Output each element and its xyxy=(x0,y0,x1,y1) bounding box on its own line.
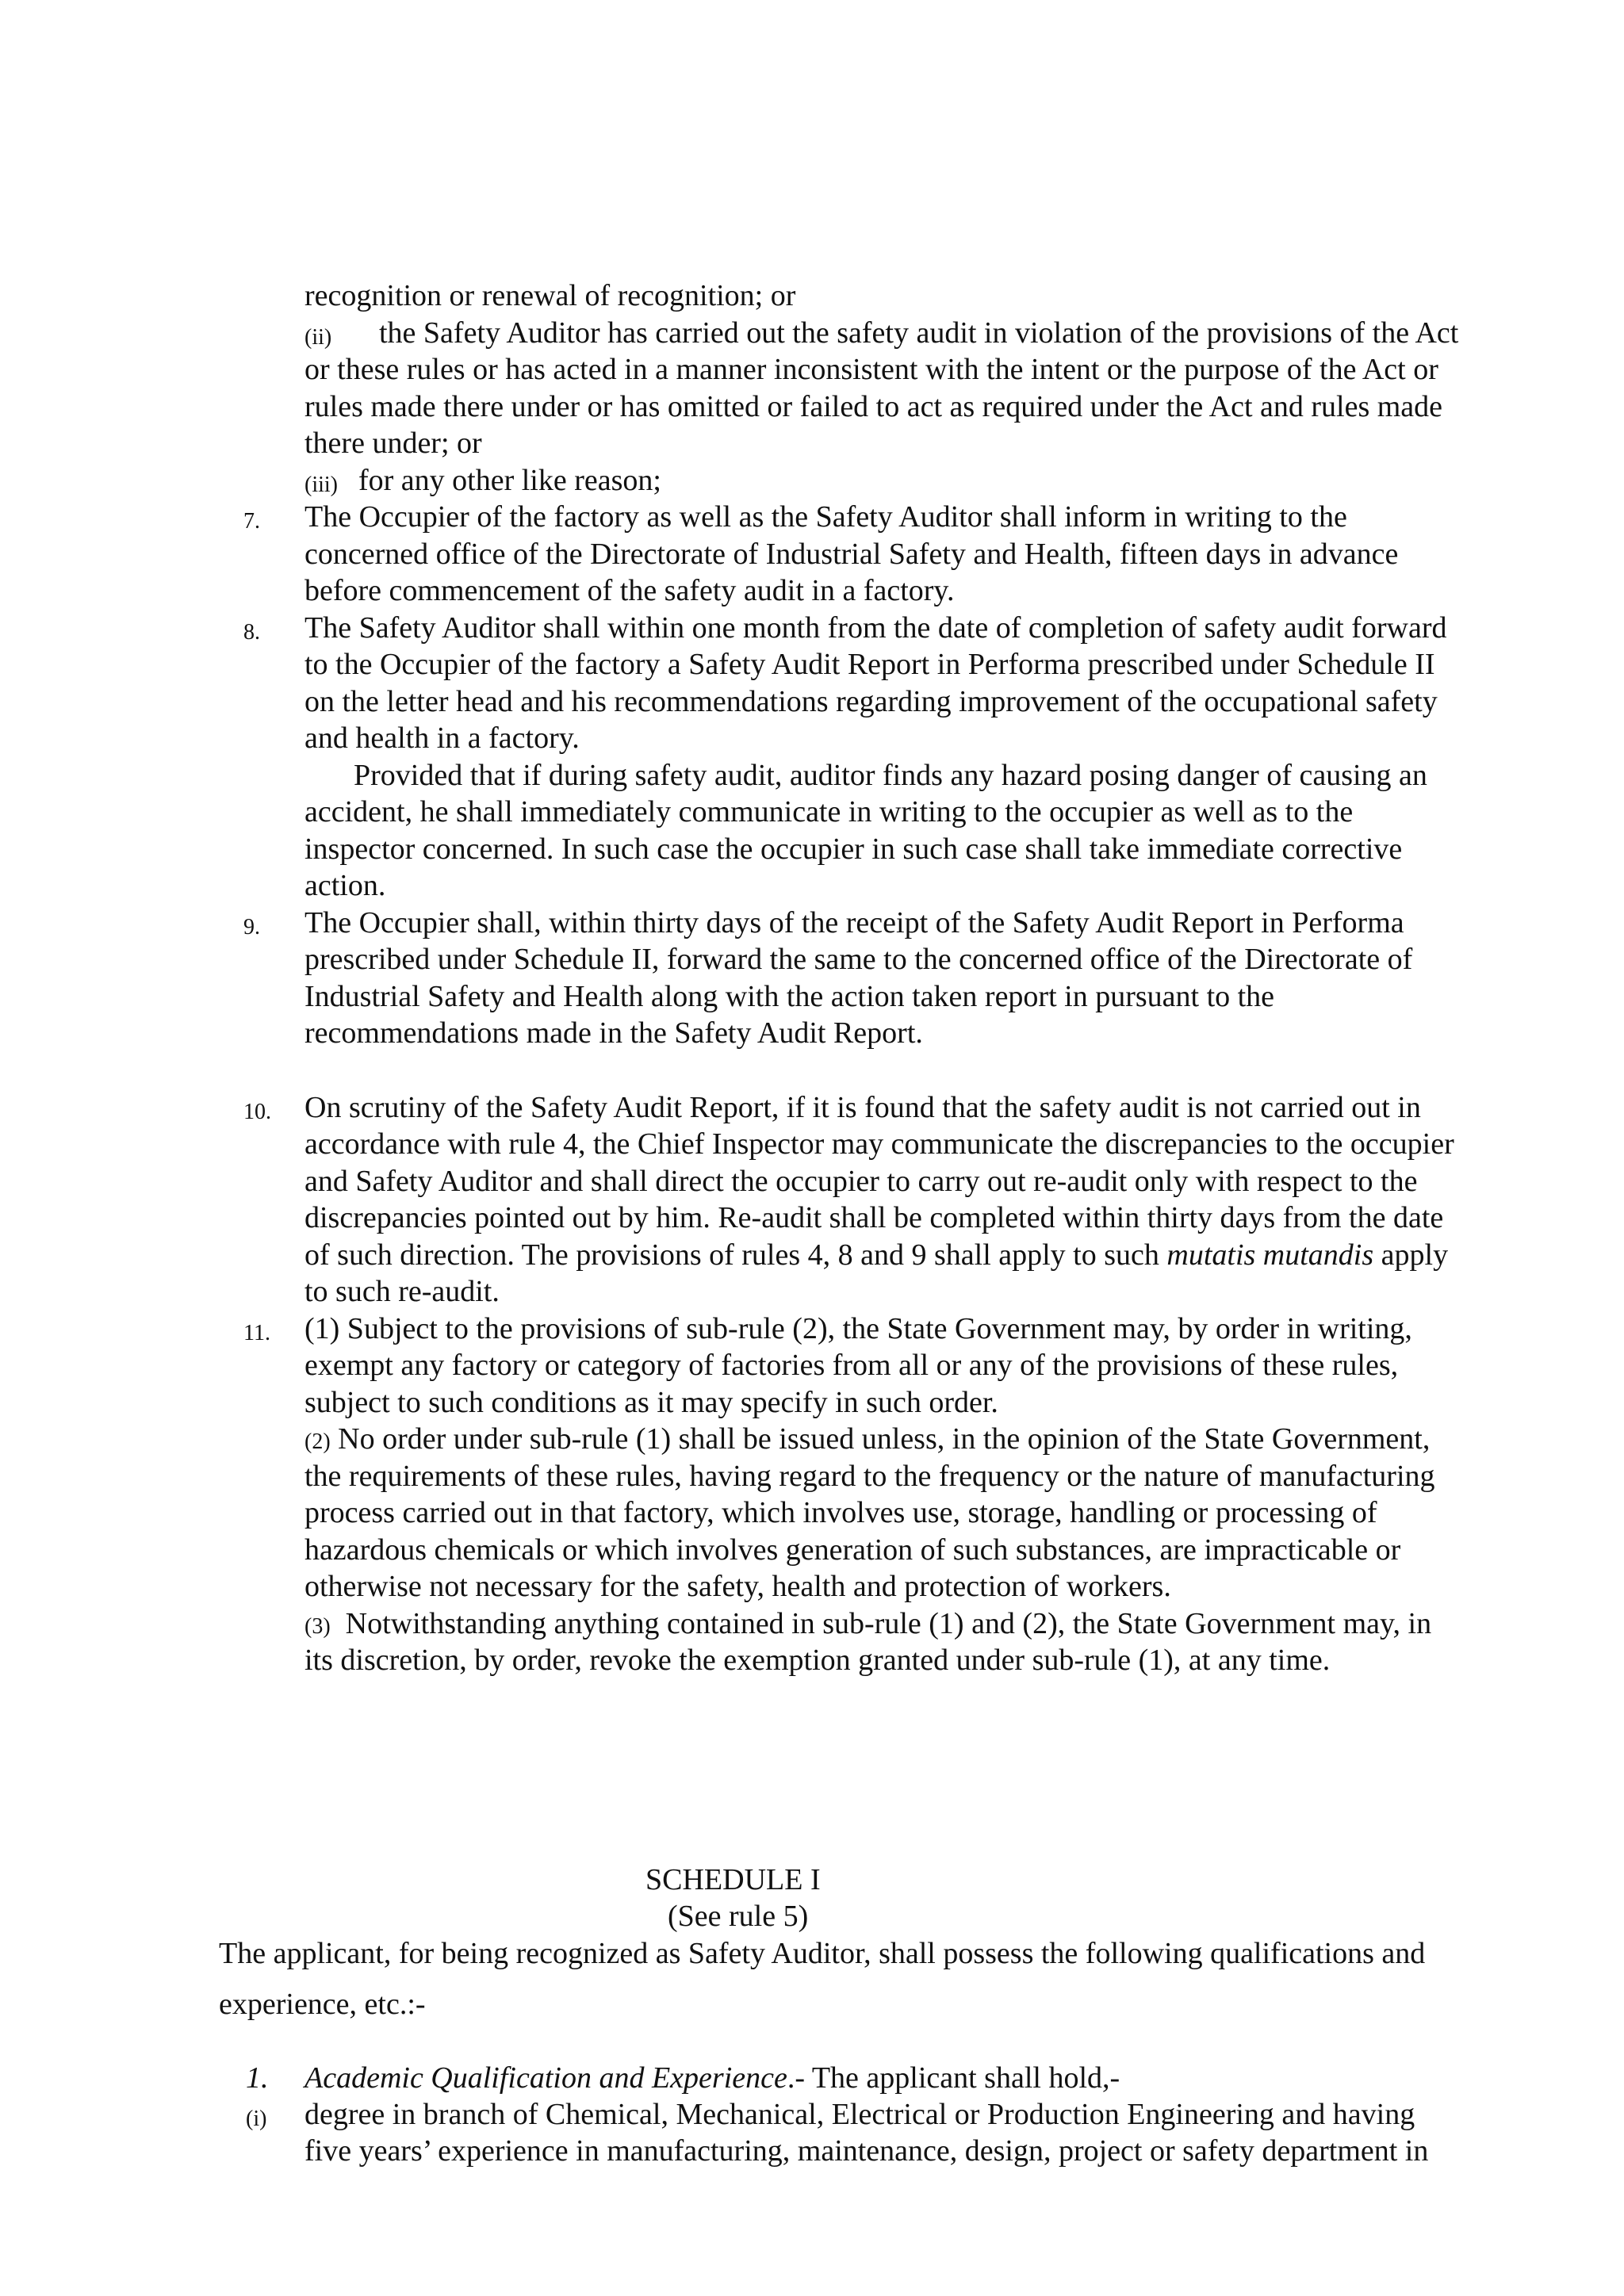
rule-10-line-5-end: apply xyxy=(1373,1238,1449,1272)
rule-9-line-1: The Occupier shall, within thirty days of the receipt of the Safety Audit Report in Performa xyxy=(304,906,1404,939)
rule-8-proviso-line-3: inspector concerned. In such case the occupier in such case shall take immediate corrective xyxy=(304,832,1403,866)
rule-7-line-3: before commencement of the safety audit in a factory. xyxy=(304,574,955,607)
rule-9-number: 9. xyxy=(243,915,260,939)
rule-11-line-1: (1) Subject to the provisions of sub-rule (2), the State Government may, by order in writing, xyxy=(304,1312,1412,1345)
rule-10-line-4: discrepancies pointed out by him. Re-audit shall be completed within thirty days from the date xyxy=(304,1201,1444,1234)
clause-ii-label: (ii) xyxy=(304,325,332,350)
rule-8-line-3: on the letter head and his recommendations regarding improvement of the occupational safety xyxy=(304,685,1438,718)
clause-ii-line-4: there under; or xyxy=(304,427,482,460)
sub-item-i-label: (i) xyxy=(246,2107,267,2131)
item-1-text: .- The applicant shall hold,- xyxy=(787,2061,1120,2095)
subrule-2-text: No order under sub-rule (1) shall be issued unless, in the opinion of the State Government, xyxy=(338,1422,1431,1456)
rule-11-subrule-2-line-4: hazardous chemicals or which involves generation of such substances, are impracticable or xyxy=(304,1533,1401,1567)
rule-7-number: 7. xyxy=(243,509,260,534)
rule-11-line-2: exempt any factory or category of factories from all or any of the provisions of these rules, xyxy=(304,1349,1399,1382)
rule-7-line-1: The Occupier of the factory as well as the Safety Auditor shall inform in writing to the xyxy=(304,500,1347,534)
rule-11-subrule-2-line-1 xyxy=(304,1421,1430,1461)
rule-10-line-1: On scrutiny of the Safety Audit Report, if it is found that the safety audit is not carried out in xyxy=(304,1091,1421,1124)
rule-11-subrule-3-line-1 xyxy=(304,1605,1431,1646)
continuation-line: recognition or renewal of recognition; or xyxy=(304,279,796,312)
rule-11-subrule-2-line-2: the requirements of these rules, having regard to the frequency or the nature of manufacturing xyxy=(304,1460,1435,1493)
rule-8-line-1: The Safety Auditor shall within one month from the date of completion of safety audit forward xyxy=(304,611,1447,645)
subrule-2-label: (2) xyxy=(304,1429,331,1454)
clause-ii-line-2: or these rules or has acted in a manner inconsistent with the intent or the purpose of the Act or xyxy=(304,353,1438,386)
rule-10-line-5-text: of such direction. The provisions of rules 4, 8 and 9 shall apply to such xyxy=(304,1238,1167,1272)
rule-10-line-3: and Safety Auditor and shall direct the occupier to carry out re-audit only with respect to the xyxy=(304,1165,1418,1198)
item-1-number: 1. xyxy=(246,2061,269,2095)
rule-11-subrule-2-line-5: otherwise not necessary for the safety, health and protection of workers. xyxy=(304,1570,1171,1603)
rule-8-line-2: to the Occupier of the factory a Safety Audit Report in Performa prescribed under Schedule II xyxy=(304,648,1435,681)
sub-item-i-line-2: five years’ experience in manufacturing, maintenance, design, project or safety department in xyxy=(304,2134,1429,2168)
clause-iii-text: for any other like reason; xyxy=(358,464,661,497)
rule-11-subrule-2-line-3: process carried out in that factory, which involves use, storage, handling or processing of xyxy=(304,1496,1377,1529)
rule-9-line-2: prescribed under Schedule II, forward the same to the concerned office of the Directorate of xyxy=(304,943,1413,976)
rule-10-line-2: accordance with rule 4, the Chief Inspector may communicate the discrepancies to the occupier xyxy=(304,1127,1454,1161)
schedule-intro-line-2: experience, etc.:- xyxy=(219,1988,426,2021)
rule-9-line-4: recommendations made in the Safety Audit Report. xyxy=(304,1016,923,1050)
schedule-intro-line-1: The applicant, for being recognized as Safety Auditor, shall possess the following qualifications and xyxy=(219,1937,1426,1970)
clause-ii-line-3: rules made there under or has omitted or failed to act as required under the Act and rules made xyxy=(304,390,1443,423)
rule-9-line-3: Industrial Safety and Health along with the action taken report in pursuant to the xyxy=(304,980,1275,1013)
schedule-title: SCHEDULE I xyxy=(645,1863,821,1896)
subrule-3-text: Notwithstanding anything contained in sub-rule (1) and (2), the State Government may, in xyxy=(345,1607,1432,1640)
rule-10-line-5 xyxy=(304,1237,1448,1274)
rule-7-line-2: concerned office of the Directorate of Industrial Safety and Health, fifteen days in advance xyxy=(304,538,1399,571)
rule-10-number: 10. xyxy=(243,1100,271,1124)
schedule-subtitle: (See rule 5) xyxy=(668,1900,809,1933)
sub-item-i-line-1: degree in branch of Chemical, Mechanical, Electrical or Production Engineering and having xyxy=(304,2098,1415,2131)
item-1-line xyxy=(304,2060,1120,2097)
rule-8-proviso-line-4: action. xyxy=(304,869,386,902)
rule-8-proviso-line-2: accident, he shall immediately communicate in writing to the occupier as well as to the xyxy=(304,795,1354,828)
rule-11-number: 11. xyxy=(243,1321,270,1345)
rule-10-line-6: to such re-audit. xyxy=(304,1275,500,1308)
subrule-3-label: (3) xyxy=(304,1614,331,1639)
item-1-heading: Academic Qualification and Experience xyxy=(304,2061,787,2095)
rule-11-subrule-3-line-2: its discretion, by order, revoke the exemption granted under sub-rule (1), at any time. xyxy=(304,1644,1331,1677)
clause-ii-line-1: the Safety Auditor has carried out the safety audit in violation of the provisions of the Act xyxy=(379,316,1459,350)
rule-8-number: 8. xyxy=(243,620,260,645)
rule-8-proviso-line-1: Provided that if during safety audit, auditor finds any hazard posing danger of causing an xyxy=(354,759,1427,792)
clause-iii-label: (iii) xyxy=(304,473,338,497)
latin-phrase: mutatis mutandis xyxy=(1166,1238,1374,1272)
rule-8-line-4: and health in a factory. xyxy=(304,721,580,755)
rule-11-line-3: subject to such conditions as it may specify in such order. xyxy=(304,1386,998,1419)
